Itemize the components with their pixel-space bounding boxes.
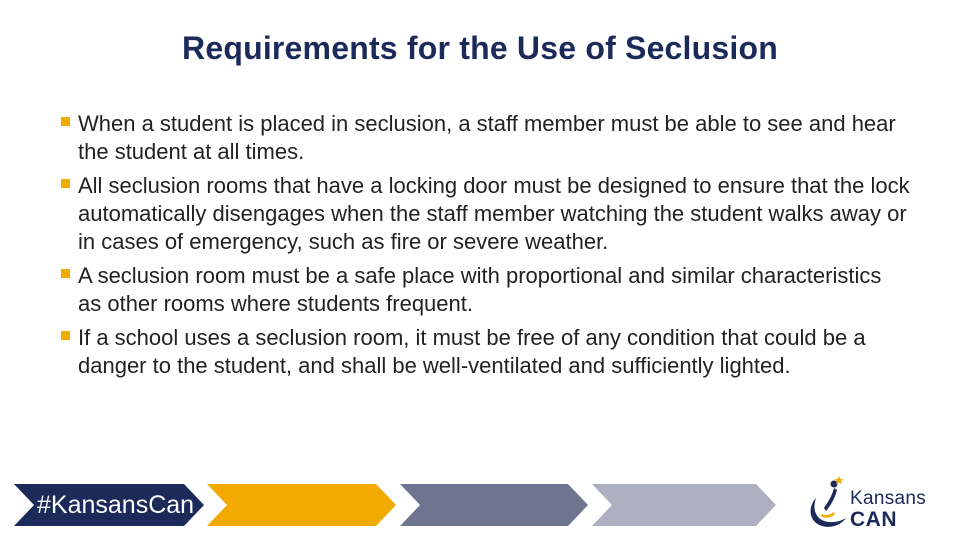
bullet-square-icon — [61, 179, 70, 188]
bullet-item — [60, 172, 910, 256]
bullet-item — [60, 324, 910, 380]
bullet-square-icon — [61, 331, 70, 340]
bullet-text: If a school uses a seclusion room, it must be free of any condition that could be a danger to the student, and shall be well-ventilated and sufficiently lighted. — [78, 325, 866, 378]
kansans-can-logo — [804, 474, 934, 534]
bullet-text: When a student is placed in seclusion, a staff member must be able to see and hear the student at all times. — [78, 111, 896, 164]
footer-arrow-slate — [400, 484, 588, 526]
bullet-item — [60, 110, 910, 166]
footer-arrow-gray — [592, 484, 776, 526]
slide-title: Requirements for the Use of Seclusion — [182, 30, 778, 66]
footer-hashtag: #KansansCan — [37, 491, 195, 519]
bullet-item — [60, 262, 910, 318]
bullet-square-icon — [61, 269, 70, 278]
bullet-text: All seclusion rooms that have a locking door must be designed to ensure that the lock automatically disengages when the staff member watching the student walks away or in cases of emergency, such as fire or severe weather. — [78, 173, 910, 254]
logo-text-can: CAN — [850, 508, 897, 531]
footer-arrow-gold — [207, 484, 396, 526]
logo-text-kansans: Kansans — [850, 488, 927, 509]
kansans-can-swoosh-icon — [804, 474, 850, 534]
bullet-list — [60, 110, 910, 386]
bullet-square-icon — [61, 117, 70, 126]
bullet-text: A seclusion room must be a safe place with proportional and similar characteristics as other rooms where students frequent. — [78, 263, 882, 316]
